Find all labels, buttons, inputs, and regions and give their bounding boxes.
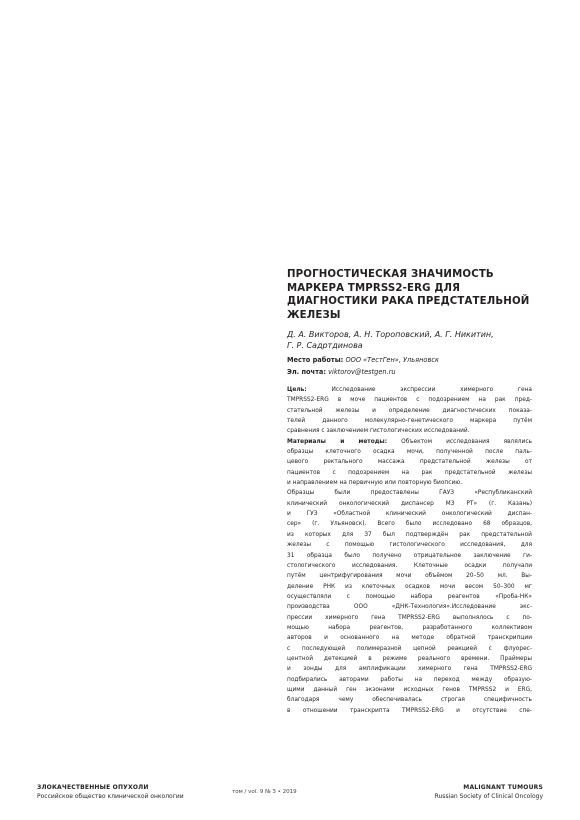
abstract-line: [287, 622, 532, 632]
abstract-line-text: подбирались авторами работы на переход между образую-: [287, 674, 532, 683]
abstract-section-heading: Цель:: [287, 385, 307, 393]
abstract-line-text: в отношении транскрипта TMPRSS2-ERG и отсутствие спе-: [287, 705, 532, 714]
abstract-line: [287, 436, 532, 446]
abstract-line: [287, 674, 532, 684]
abstract-line-text: центной детекцией в режиме реального времени. Праймеры: [287, 653, 532, 662]
title-line: ЖЕЛЕЗЫ: [287, 309, 341, 321]
abstract-line-text: образцы клеточного осадка мочи, полученной после паль-: [287, 447, 532, 456]
author-line: Д. А. Викторов, А. Н. Тороповский, А. Г. Никитин,: [287, 330, 494, 339]
abstract-line: [287, 394, 532, 404]
abstract-line-text: производства ООО «ДНК-Технология».Исследование экс-: [287, 602, 532, 611]
abstract-section-heading: Материалы и методы:: [287, 436, 388, 445]
abstract-line-text: сравнения с заключением гистологических исследований.: [287, 426, 470, 435]
abstract-line-text: деление РНК из клеточных осадков мочи весом 50–300 мг: [287, 581, 532, 590]
abstract-line-text: стологического исследования. Клеточные осадки получали: [287, 560, 532, 569]
abstract-line-text: с последующей полимеразной цепной реакцией с флуорес-: [287, 643, 532, 652]
abstract-line: [287, 446, 532, 456]
abstract-line-text: и зонды для амплификации химерного гена TMPRSS2-ERG: [287, 664, 532, 673]
abstract-line: [287, 405, 532, 415]
abstract-text: [287, 384, 532, 715]
title-line: ПРОГНОСТИЧЕСКАЯ ЗНАЧИМОСТЬ: [287, 269, 494, 280]
abstract-line-text: Объектом исследования являлись: [387, 436, 532, 445]
abstract-line: [287, 684, 532, 694]
workplace-value: ООО «ТестГен», Ульяновск: [345, 356, 439, 364]
abstract-line-text: и ГУЗ «Областной клинический онкологический диспан-: [287, 509, 532, 518]
workplace-label: Место работы:: [287, 356, 344, 364]
abstract-line: [287, 425, 532, 435]
abstract-line-text: и направлением на первичную или повторную биопсию.: [287, 478, 463, 487]
email-line: [287, 368, 532, 377]
abstract-line: [287, 508, 532, 518]
abstract-line-text: 31 образца было получено отрицательное заключение ги-: [287, 550, 532, 559]
abstract-line-text: цевого ректального массажа предстательной железы от: [287, 457, 532, 466]
abstract-line: [287, 477, 532, 487]
abstract-line-text: телей данного молекулярно-генетического маркера путём: [287, 416, 532, 425]
email-label: Эл. почта:: [287, 368, 326, 376]
abstract-line: [287, 591, 532, 601]
email-value[interactable]: viktorov@testgen.ru: [328, 368, 396, 376]
abstract-line: [287, 560, 532, 570]
abstract-line: [287, 467, 532, 477]
volume-info: том / vol. 9 № 3 • 2019: [232, 789, 297, 795]
abstract-line: [287, 643, 532, 653]
abstract-line-text: Исследование экспрессии химерного гена: [306, 385, 532, 393]
abstract-line-text: стательной железы и определение диагностических показа-: [287, 405, 532, 414]
abstract-line-text: мощью набора реагентов, разработанного коллективом: [287, 622, 532, 631]
abstract-line: [287, 581, 532, 591]
abstract-line: [287, 632, 532, 642]
abstract-line: [287, 498, 532, 508]
abstract-line-text: железы с помощью гистологического исследования, для: [287, 540, 532, 549]
article-title: [287, 268, 532, 322]
title-line: ДИАГНОСТИКИ РАКА ПРЕДСТАТЕЛЬНОЙ: [287, 296, 530, 308]
abstract-line-text: TMPRSS2-ERG в моче пациентов с подозрением на рак пред-: [287, 395, 532, 404]
abstract-line-text: Образцы были предоставлены ГАУЗ «Республиканский: [287, 488, 532, 497]
abstract-line-text: благодаря чему обеспечивалась строгая специфичность: [287, 695, 532, 704]
article-authors: [287, 330, 532, 352]
journal-name-en: MALIGNANT TUMOURS: [463, 784, 543, 791]
abstract-line-text: прессии химерного гена TMPRSS2-ERG выполнялось с по-: [287, 612, 532, 621]
abstract-line-text: осуществляли с помощью набора реагентов «Проба-НК»: [287, 591, 532, 600]
footer-right: [435, 783, 543, 801]
abstract-line-text: из которых для 37 был подтверждён рак предстательной: [287, 529, 532, 538]
abstract-line: [287, 529, 532, 539]
abstract-line: [287, 550, 532, 560]
abstract-line: [287, 456, 532, 466]
society-name-en: Russian Society of Clinical Oncology: [434, 793, 543, 800]
workplace-line: [287, 356, 532, 365]
title-line: МАРКЕРА TMPRSS2-ERG ДЛЯ: [287, 282, 461, 294]
abstract-line: [287, 415, 532, 425]
author-line: Г. Р. Садртдинова: [287, 340, 363, 350]
abstract-line: [287, 612, 532, 622]
abstract-line-text: щими данный ген экзонами исходных генов TMPRSS2 и ERG,: [287, 684, 532, 693]
abstract-line: [287, 539, 532, 549]
abstract-line: [287, 487, 532, 497]
abstract-line: [287, 570, 532, 580]
abstract-line: [287, 601, 532, 611]
abstract-line: [287, 694, 532, 704]
society-name-ru: Российское общество клинической онкологии: [37, 793, 184, 800]
abstract-line-text: авторов и основанного на методе обратной транскрипции: [287, 633, 532, 642]
footer-left: [37, 783, 184, 801]
abstract-line: [287, 518, 532, 528]
abstract-line-text: пациентов с подозрением на рак предстательной железы: [287, 467, 532, 476]
abstract-line: [287, 705, 532, 715]
journal-name-ru: ЗЛОКАЧЕСТВЕННЫЕ ОПУХОЛИ: [37, 784, 149, 791]
abstract-line: [287, 384, 532, 394]
abstract-line-text: путём центрифугирования мочи объёмом 20–50 мл. Вы-: [287, 571, 532, 580]
abstract-line-text: клинический онкологический диспансер МЗ РТ» (г. Казань): [287, 498, 532, 507]
abstract-line: [287, 663, 532, 673]
abstract-line: [287, 653, 532, 663]
abstract-line-text: сер» (г. Ульяновск). Всего было исследовано 68 образцов,: [287, 519, 532, 528]
